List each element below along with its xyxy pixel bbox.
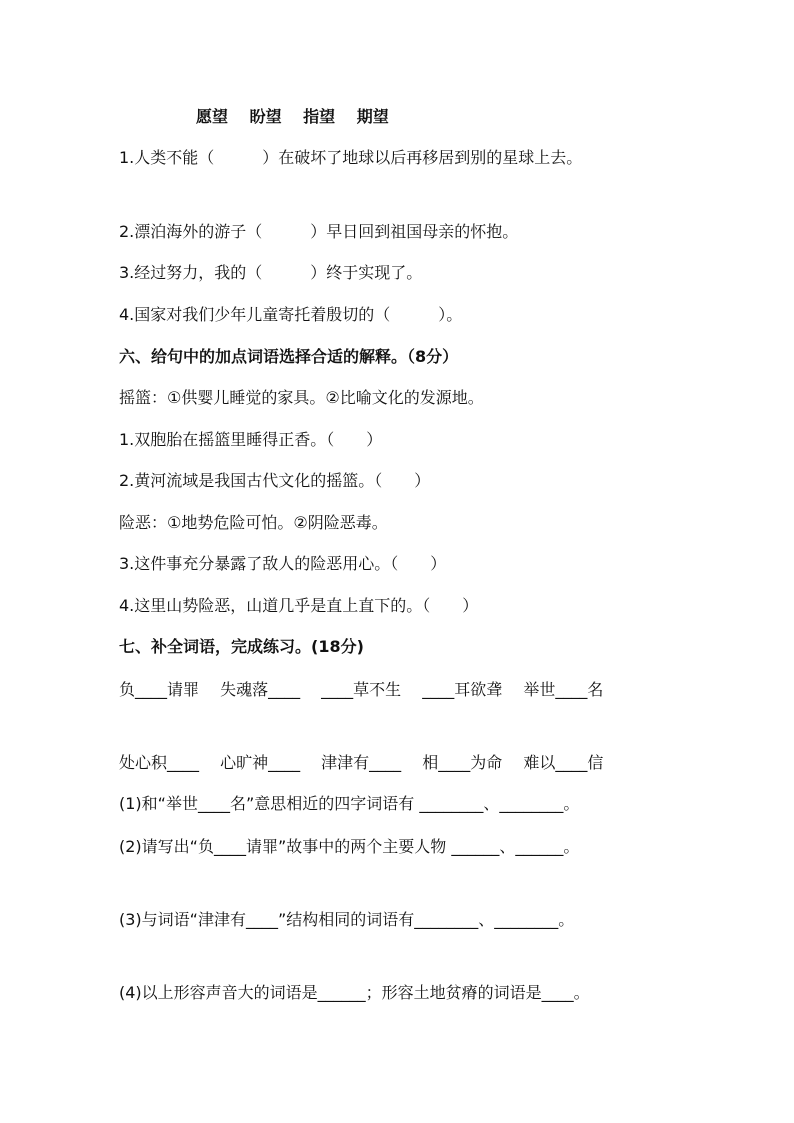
section-7-title: 七、补全词语，完成练习。(18分) [119,637,364,656]
section-6-title: 六、给句中的加点词语选择合适的解释。（8分） [119,347,459,366]
idiom-row-1: 负____请罪 失魂落____ ____草不生 ____耳欲聋 举世____名 [119,680,604,699]
question-6-4: 4.这里山势险恶，山道几乎是直上直下的。（ ） [119,596,479,615]
question-6-2: 2.黄河流域是我国古代文化的摇篮。（ ） [119,471,431,490]
idiom-row-2: 处心积____ 心旷神____ 津津有____ 相____为命 难以____信 [119,753,604,772]
question-5-3: 3.经过努力，我的（ ）终于实现了。 [119,263,423,282]
question-7-1: (1)和“举世____名”意思相近的四字词语有 ________、________。 [119,794,580,813]
question-7-2: (2)请写出“负____请罪”故事中的两个主要人物 ______、______。 [119,837,580,856]
question-5-1: 1.人类不能（ ）在破坏了地球以后再移居到别的星球上去。 [119,148,583,167]
question-6-1: 1.双胞胎在摇篮里睡得正香。（ ） [119,430,383,449]
question-7-4: (4)以上形容声音大的词语是______；形容土地贫瘠的词语是____。 [119,983,590,1002]
question-5-4: 4.国家对我们少年儿童寄托着殷切的（ ）。 [119,305,463,324]
definition-xiane: 险恶：①地势危险可怕。②阴险恶毒。 [119,513,388,532]
question-7-3: (3)与词语“津津有____”结构相同的词语有________、________。 [119,910,575,929]
question-5-2: 2.漂泊海外的游子（ ）早日回到祖国母亲的怀抱。 [119,222,519,241]
word-bank: 愿望 盼望 指望 期望 [196,107,389,126]
question-6-3: 3.这件事充分暴露了敌人的险恶用心。（ ） [119,554,447,573]
definition-yaolan: 摇篮：①供婴儿睡觉的家具。②比喻文化的发源地。 [119,388,484,407]
